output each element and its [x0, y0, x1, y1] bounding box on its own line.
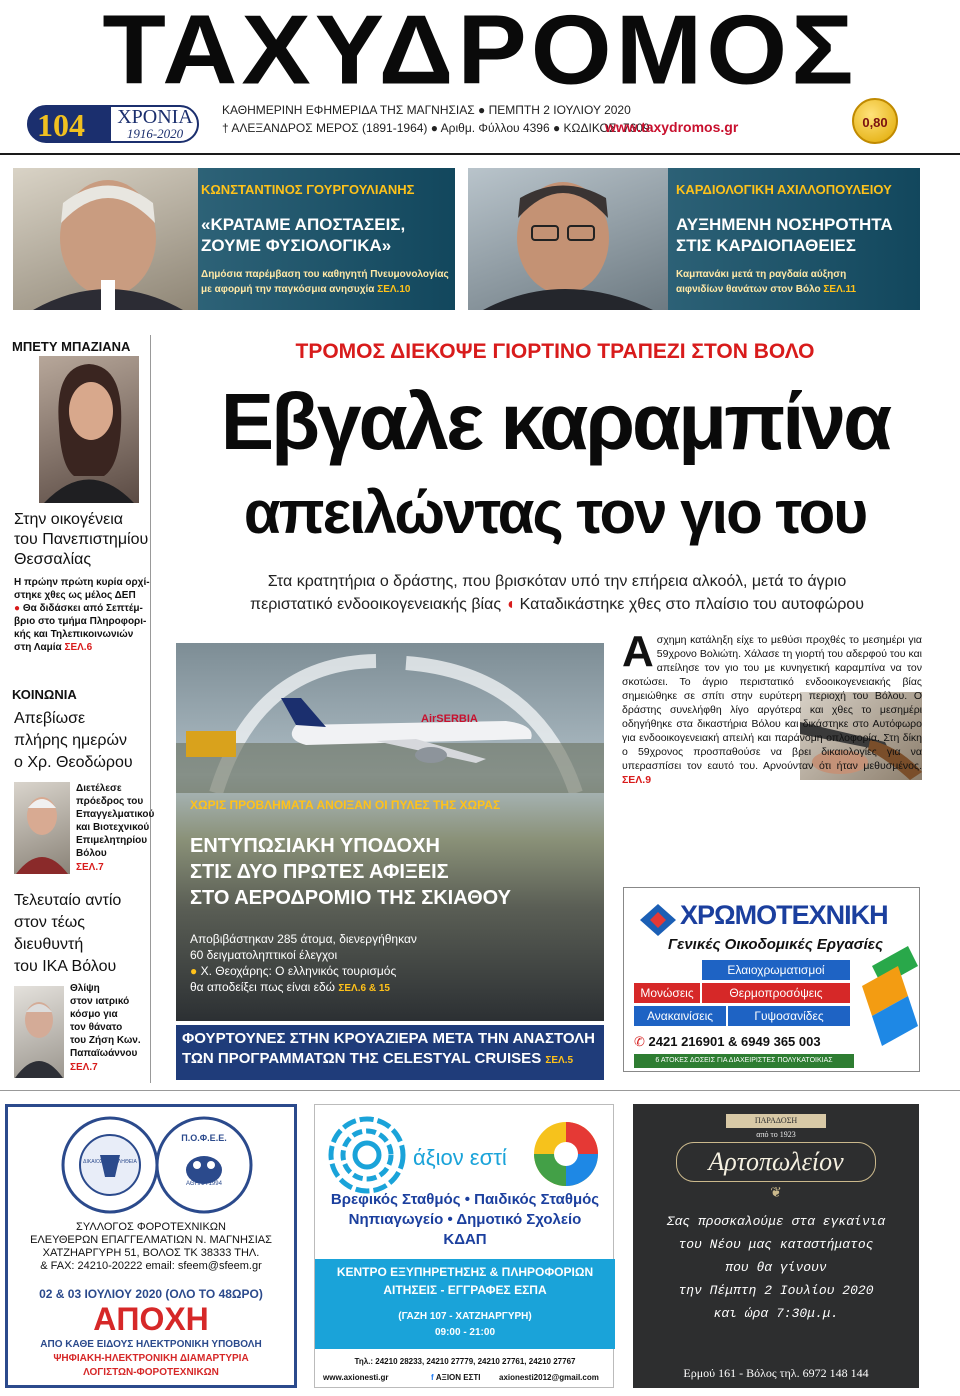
left-sub-3-line-4: τον θάνατο — [70, 1022, 123, 1033]
teaser-sub-1: Δημόσια παρέμβαση του καθηγητή Πνευμονολογίας — [201, 269, 449, 280]
anniversary-word: ΧΡΟΝΙΑ — [117, 106, 193, 128]
axion-brand: άξιον εστί — [413, 1145, 507, 1170]
left-head-3-line-4: του ΙΚΑ Βόλου — [14, 958, 117, 975]
bullet-icon: ● — [14, 603, 21, 614]
bakery-text-1: Σας προσκαλούμε στα εγκαίνια — [666, 1214, 886, 1229]
accountants-title-1: ΣΥΛΛΟΓΟΣ ΦΟΡΟΤΕΧΝΙΚΩΝ — [76, 1221, 226, 1233]
portrait-woman-icon — [39, 356, 139, 503]
teaser-page: ΣΕΛ.11 — [823, 284, 857, 295]
airport-headline-2: ΣΤΙΣ ΔΥΟ ΠΡΩΤΕΣ ΑΦΙΞΕΙΣ — [190, 861, 449, 883]
ad-accountants-union[interactable] — [5, 1104, 297, 1388]
axion-line-2: Νηπιαγωγείο • Δημοτικό Σχολείο — [348, 1211, 582, 1228]
chromotechniki-tagline: Γενικές Οικοδομικές Εργασίες — [668, 936, 883, 953]
union-seal-icon — [60, 1115, 160, 1215]
axion-phones: Τηλ.: 24210 28233, 24210 27779, 24210 27761, 24210 27767 — [354, 1357, 576, 1366]
bakery-name: Αρτοπωλείον — [676, 1142, 876, 1182]
left-head-2-line-1: Απεβίωσε — [14, 710, 86, 727]
bakery-top: ΠΑΡΑΔΟΣΗ — [726, 1114, 826, 1128]
left-head-3-line-1: Τελευταίο αντίο — [14, 892, 122, 909]
phone-icon: ✆ — [634, 1034, 645, 1049]
cruise-line-2: ΤΩΝ ΠΡΟΓΡΑΜΜΑΤΩΝ ΤΗΣ CELESTYAL CRUISES — [182, 1050, 542, 1067]
teaser-kicker: ΚΩΝΣΤΑΝΤΙΝΟΣ ΓΟΥΡΓΟΥΛΙΑΝΗΣ — [201, 182, 415, 197]
bakery-text-2: του Νέου μας καταστήματος — [678, 1237, 874, 1252]
left-sub-2-line-5: Επιμελητηρίου — [76, 835, 148, 846]
masthead-line-2: † ΑΛΕΞΑΝΔΡΟΣ ΜΕΡΟΣ (1891-1964) ● Αριθμ. Φύλλου 4396 ● ΚΩΔΙΚΟΣ: 7609 — [222, 121, 650, 135]
service-3: Θερμοπροσόψεις — [702, 983, 850, 1003]
axion-labyrinth-icon — [327, 1115, 407, 1195]
axion-box-2: ΑΙΤΗΣΕΙΣ - ΕΓΓΡΑΦΕΣ ΕΣΠΑ — [383, 1283, 547, 1297]
airport-headline — [190, 833, 511, 911]
accountants-line-3: ΛΟΓΙΣΤΩΝ-ΦΟΡΟΤΕΧΝΙΚΩΝ — [83, 1367, 219, 1378]
accountants-dates: 02 & 03 ΙΟΥΛΙΟΥ 2020 (ΟΛΟ ΤΟ 48ΩΡΟ) — [39, 1287, 263, 1301]
axion-web[interactable]: www.axionesti.gr — [323, 1373, 389, 1382]
bakery-text-4: την Πέμπτη 2 Ιουλίου 2020 — [678, 1283, 874, 1298]
axion-line-1: Βρεφικός Σταθμός • Παιδικός Σταθμός — [330, 1191, 600, 1208]
bakery-text-3: που θα γίνουν — [725, 1260, 827, 1275]
bakery-address: Ερμού 161 - Βόλος τηλ. 6972 148 144 — [683, 1366, 869, 1380]
left-sub-3-line-6: Παπαϊωάννου — [70, 1048, 138, 1059]
portrait-photo — [13, 168, 198, 310]
axion-email[interactable]: axionesti2012@gmail.com — [499, 1373, 599, 1382]
anniversary-badge — [27, 105, 199, 143]
teaser-headline-1: «ΚΡΑΤΑΜΕ ΑΠΟΣΤΑΣΕΙΣ, — [201, 215, 406, 234]
axion-social[interactable]: ΑΞΙΟΝ ΕΣΤΙ — [435, 1373, 481, 1382]
portrait-man-icon — [14, 782, 70, 874]
axion-info-box — [315, 1259, 615, 1349]
theodorou-photo — [14, 782, 70, 874]
teaser-sub-1: Καμπανάκι μετά τη ραγδαία αύξηση — [676, 269, 847, 280]
chromotechniki-phones: 2421 216901 & 6949 365 003 — [648, 1034, 821, 1049]
main-headline-2[interactable]: απειλώντας τον γιο του — [243, 479, 867, 546]
axion-box-1: ΚΕΝΤΡΟ ΕΞΥΠΗΡΕΤΗΣΗΣ & ΠΛΗΡΟΦΟΡΙΩΝ — [336, 1265, 594, 1279]
anniversary-years: 1916-2020 — [126, 126, 184, 141]
masthead-line-1: ΚΑΘΗΜΕΡΙΝΗ ΕΦΗΜΕΡΙΔΑ ΤΗΣ ΜΑΓΝΗΣΙΑΣ ● ΠΕΜΠΤΗ 2 ΙΟΥΛΙΟΥ 2020 — [222, 103, 631, 117]
bazianou-photo — [39, 356, 139, 503]
left-sub-1-line-5: κής και Τηλεπικοινωνιών — [14, 629, 134, 640]
accountants-contact: & FAX: 24210-20222 email: sfeem@sfeem.gr — [40, 1260, 262, 1272]
airport-sub — [190, 931, 417, 997]
left-head-1-line-2: του Πανεπιστημίου — [14, 531, 149, 548]
left-sub-1-line-1: Η πρώην πρώτη κυρία ορχί- — [14, 577, 150, 588]
airport-sub-2: 60 δειγματοληπτικοί έλεγχοι — [190, 948, 338, 962]
chromotechniki-logo-icon — [638, 902, 678, 938]
left-sub-1-line-2: στηκε χθες ως μέλος ΔΕΠ — [14, 590, 136, 601]
main-kicker: ΤΡΟΜΟΣ ΔΙΕΚΟΨΕ ΓΙΟΡΤΙΝΟ ΤΡΑΠΕΖΙ ΣΤΟΝ ΒΟΛΟ — [295, 340, 815, 363]
seal-1-text: ΔΙΚΑΙΟΣΥΝΗ ΑΛΗΘΕΙΑ — [83, 1159, 137, 1165]
airport-kicker: ΧΩΡΙΣ ΠΡΟΒΛΗΜΑΤΑ ΑΝΟΙΞΑΝ ΟΙ ΠΥΛΕΣ ΤΗΣ ΧΩΡΑΣ — [190, 798, 501, 812]
axion-box-4: 09:00 - 21:00 — [434, 1327, 496, 1338]
left-page-3: ΣΕΛ.7 — [70, 1062, 98, 1073]
left-sub-1-line-4: βριο στο τμήμα Πληροφορι- — [14, 616, 147, 627]
left-sub-2-line-3: Επαγγελματικού — [76, 809, 155, 820]
left-head-1-line-3: Θεσσαλίας — [14, 551, 92, 568]
left-sub-2-line-2: πρόεδρος του — [76, 796, 144, 807]
facebook-icon: f — [431, 1373, 434, 1382]
teaser-kicker: ΚΑΡΔΙΟΛΟΓΙΚΗ ΑΧΙΛΛΟΠΟΥΛΕΙΟΥ — [676, 182, 892, 197]
masthead-title: ΤΑΧΥΔΡΟΜΟΣ — [102, 0, 858, 106]
bullet-icon: ◖ — [505, 596, 516, 613]
price-badge: 0,80 — [852, 98, 898, 144]
cruise-story[interactable] — [176, 1025, 604, 1080]
colorful-emblem-icon — [531, 1119, 601, 1189]
airplane-livery: AirSERBIA — [421, 713, 478, 725]
teaser-sub-2: αιφνιδίων θανάτων στον Βόλο — [676, 284, 821, 295]
wheat-icon: ❦ — [770, 1184, 782, 1200]
left-sub-1-line-3: Θα διδάσκει από Σεπτέμ- — [22, 603, 143, 614]
brand-part-1: ΧΡΩΜΟ — [680, 900, 777, 930]
masthead-divider — [0, 153, 960, 155]
airport-sub-4: θα αποδείξει πως είναι εδώ — [190, 980, 336, 994]
bullet-icon: ● — [190, 964, 198, 978]
chromotechniki-footer: 6 ΑΤΟΚΕΣ ΔΟΣΕΙΣ ΓΙΑ ΔΙΑΧΕΙΡΙΣΤΕΣ ΠΟΛΥΚΑΤΟΙΚΙΑΣ — [634, 1054, 854, 1068]
left-head-3-line-3: διευθυντή — [14, 936, 84, 953]
left-head-1-line-1: Στην οικογένεια — [14, 511, 124, 528]
accountants-title-2: ΕΛΕΥΘΕΡΩΝ ΕΠΑΓΓΕΛΜΑΤΙΩΝ Ν. ΜΑΓΝΗΣΙΑΣ — [30, 1234, 272, 1246]
cruise-page: ΣΕΛ.5 — [545, 1055, 574, 1066]
teaser-sub-2: με αφορμή την παγκόσμια ανησυχία — [201, 284, 375, 295]
ad-chromotechniki[interactable] — [623, 887, 920, 1072]
anniversary-number: 104 — [37, 107, 85, 143]
left-kicker-1: ΜΠΕΤΥ ΜΠΑΖΙΑΝΑ — [12, 339, 131, 354]
main-body-page: ΣΕΛ.9 — [622, 774, 652, 786]
main-body-dropcap: Α — [622, 627, 654, 676]
left-sub-2-line-6: Βόλου — [76, 848, 107, 859]
main-body-text: σχημη κατάληξη είχε το μεθύσι προχθές το μεσημέρι για 59χρονο Βολιώτη. Χάλασε τη γιορτή του αδερφού του και απείλησε τον γιο του με κυνηγετική καραμπίνα να τον σκοτώσει. Το άγριο περιστατικό ενδοοικογενειακής βίας σημειώθηκε σε σπίτι στην ευρύτερη περιοχή του Βόλου. Ο δράστης συνελήφθη λίγο αργότερα και χθες το μεσημέρι οδηγήθηκε στα δικαστήρια Βόλου και δικάστηκε στο Αυτόφωρο για ενδοοικογενειακή απειλή και παράνομη οπλοφορία. Στη δίκη ο 59χρονος προσπαθούσε να βρει δικαιολογίες για να υπερασπίσει τον εαυτό του. Αρνούνταν ότι ήταν μεθυσμένος. — [622, 634, 922, 772]
axion-box-3: (ΓΑΖΗ 107 - ΧΑΤΖΗΑΡΓΥΡΗ) — [398, 1311, 532, 1322]
left-sub-3-line-1: Θλίψη — [70, 983, 100, 994]
ad-divider — [0, 1090, 960, 1091]
left-kicker-2: ΚΟΙΝΩΝΙΑ — [12, 687, 77, 702]
airport-sub-3: Χ. Θεοχάρης: Ο ελληνικός τουρισμός — [200, 964, 397, 978]
portrait-man-icon — [13, 168, 198, 310]
airport-page: ΣΕΛ.6 & 15 — [338, 983, 390, 994]
portrait-photo — [468, 168, 668, 310]
accountants-big: ΑΠΟΧΗ — [93, 1301, 209, 1337]
teaser-headline-2: ΣΤΙΣ ΚΑΡΔΙΟΠΑΘΕΙΕΣ — [676, 236, 856, 255]
cruise-line-1: ΦΟΥΡΤΟΥΝΕΣ ΣΤΗΝ ΚΡΟΥΑΖΙΕΡΑ ΜΕΤΑ ΤΗΝ ΑΝΑΣΤΟΛΗ — [182, 1030, 595, 1047]
main-headline-1[interactable]: Εβγαλε καραμπίνα — [220, 377, 890, 466]
service-5: Γυψοσανίδες — [728, 1006, 850, 1026]
pofee-seal-icon — [154, 1115, 254, 1215]
left-page-1: ΣΕΛ.6 — [64, 642, 93, 653]
bakery-since: από το 1923 — [756, 1130, 796, 1139]
cube-decoration-icon — [862, 946, 918, 1046]
accountants-address: ΧΑΤΖΗΑΡΓΥΡΗ 51, ΒΟΛΟΣ ΤΚ 38333 ΤΗΛ. — [42, 1247, 260, 1259]
service-2: Μονώσεις — [634, 983, 700, 1003]
portrait-man-icon — [14, 986, 64, 1078]
left-head-2-line-3: ο Χρ. Θεοδώρου — [14, 754, 133, 771]
column-divider — [150, 335, 151, 1083]
left-sub-1-line-6: στη Λαμία — [14, 642, 62, 653]
accountants-line-2: ΨΗΦΙΑΚΗ-ΗΛΕΚΤΡΟΝΙΚΗ ΔΙΑΜΑΡΤΥΡΙΑ — [53, 1353, 249, 1364]
left-head-2-line-2: πλήρης ημερών — [14, 732, 127, 749]
papaioannou-photo — [14, 986, 64, 1078]
main-deck-line-1: Στα κρατητήρια ο δράστης, που βρισκόταν υπό την επήρεια αλκοόλ, μετά το άγριο — [267, 573, 847, 590]
main-body — [622, 627, 922, 787]
left-sub-3-line-2: στον ιατρικό — [70, 996, 130, 1007]
main-deck-line-3: Καταδικάστηκε χθες στο πλαίσιο του αυτοφώρου — [519, 596, 864, 613]
airport-headline-1: ΕΝΤΥΠΩΣΙΑΚΗ ΥΠΟΔΟΧΗ — [190, 835, 440, 857]
left-head-3-line-2: στον τέως — [14, 914, 85, 931]
seal-2-sub: ΑΘΗΝΑ 1994 — [186, 1181, 222, 1187]
airplane-water-salute-icon — [176, 643, 604, 793]
portrait-man-icon — [468, 168, 668, 310]
service-1: Ελαιοχρωματισμοί — [702, 960, 850, 980]
teaser-page: ΣΕΛ.10 — [377, 284, 411, 295]
accountants-line-1: ΑΠΟ ΚΑΘΕ ΕΙΔΟΥΣ ΗΛΕΚΤΡΟΝΙΚΗ ΥΠΟΒΟΛΗ — [40, 1339, 262, 1350]
left-page-2: ΣΕΛ.7 — [76, 862, 104, 873]
airport-sub-1: Αποβιβάστηκαν 285 άτομα, διενεργήθηκαν — [190, 932, 417, 946]
left-sub-2-line-1: Διετέλεσε — [76, 783, 122, 794]
service-4: Ανακαινίσεις — [634, 1006, 726, 1026]
axion-line-3: ΚΔΑΠ — [443, 1231, 487, 1248]
teaser-headline-1: ΑΥΞΗΜΕΝΗ ΝΟΣΗΡΟΤΗΤΑ — [676, 215, 893, 234]
teaser-headline-2: ΖΟΥΜΕ ΦΥΣΙΟΛΟΓΙΚΑ» — [201, 236, 392, 255]
teaser-gourgoulianis[interactable] — [13, 168, 455, 310]
ad-bakery[interactable] — [633, 1104, 919, 1388]
airport-story[interactable] — [176, 643, 604, 1021]
website-link[interactable]: www.taxydromos.gr — [605, 119, 739, 135]
main-deck-line-2: περιστατικό ενδοοικογενειακής βίας — [250, 596, 502, 613]
left-sub-3-line-3: κόσμο για — [70, 1009, 118, 1020]
ad-axion-esti[interactable] — [314, 1104, 614, 1388]
bakery-text-5: και ώρα 7:30μ.μ. — [713, 1306, 839, 1321]
main-deck — [172, 570, 942, 616]
left-sub-2-line-4: και Βιοτεχνικού — [76, 822, 150, 833]
airport-headline-3: ΣΤΟ ΑΕΡΟΔΡΟΜΙΟ ΤΗΣ ΣΚΙΑΘΟΥ — [190, 887, 511, 909]
left-sub-3-line-5: του Ζήση Κων. — [70, 1035, 141, 1046]
seal-2-text: Π.Ο.Φ.Ε.Ε. — [181, 1133, 227, 1143]
teaser-cardiology[interactable] — [468, 168, 920, 310]
brand-part-2: ΤΕΧΝΙΚΗ — [776, 900, 888, 930]
